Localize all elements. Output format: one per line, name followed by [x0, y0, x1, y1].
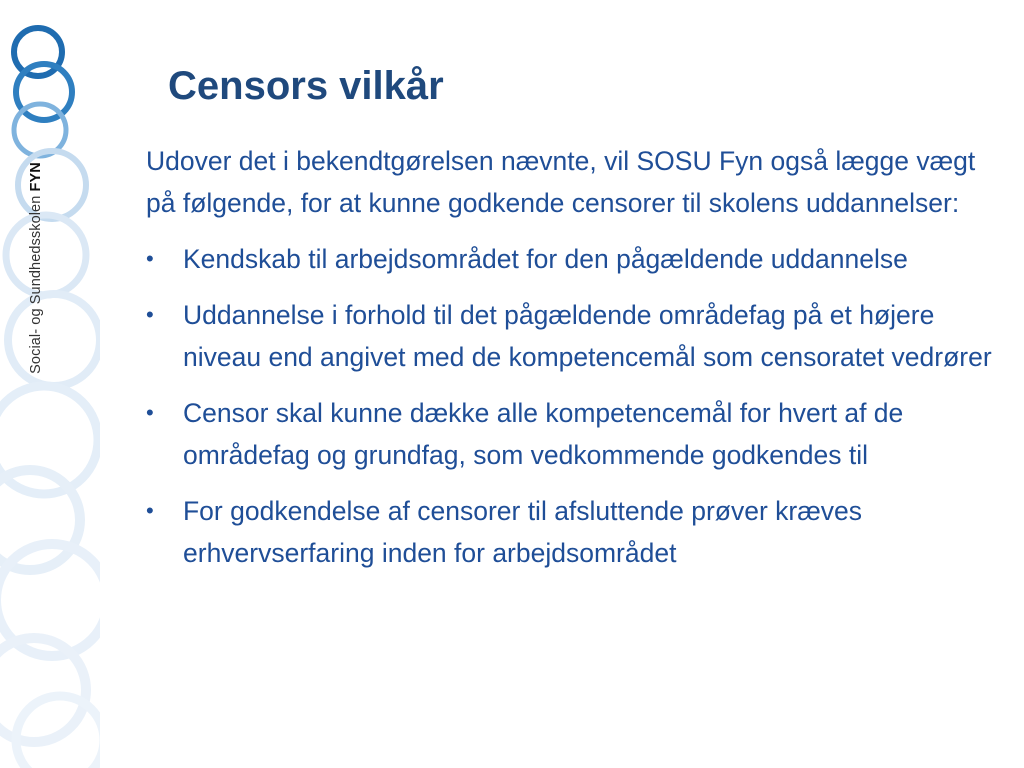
list-item [146, 392, 1006, 476]
list-item [146, 238, 1006, 280]
bullet-icon: • [146, 246, 154, 271]
list-item [146, 490, 1006, 574]
bullet-list [146, 238, 1006, 574]
intro-paragraph: Udover det i bekendtgørelsen nævnte, vil SOSU Fyn også lægge vægt på følgende, for at kunne godkende censorer til skolens uddannelser: [146, 146, 976, 218]
bullet-text: For godkendelse af censorer til afsluttende prøver kræves erhvervserfaring inden for arbejdsområdet [183, 496, 863, 568]
bullet-text: Uddannelse i forhold til det pågældende områdefag på et højere niveau end angivet med de kompetencemål som censoratet vedrører [183, 300, 992, 372]
slide-title: Censors vilkår [168, 64, 444, 108]
bullet-text: Censor skal kunne dække alle kompetencemål for hvert af de områdefag og grundfag, som vedkommende godkendes til [183, 398, 904, 470]
bullet-icon: • [146, 400, 154, 425]
bullet-icon: • [146, 302, 154, 327]
bullet-text: Kendskab til arbejdsområdet for den pågældende uddannelse [183, 244, 908, 274]
logo-ring-decoration [0, 0, 100, 768]
list-item [146, 294, 1006, 378]
bullet-icon: • [146, 498, 154, 523]
slide-body [146, 140, 1006, 588]
brand-wordmark [28, 162, 44, 374]
brand-name-light: Social- og Sundhedsskolen [28, 195, 44, 374]
brand-name-bold: FYN [28, 162, 44, 192]
